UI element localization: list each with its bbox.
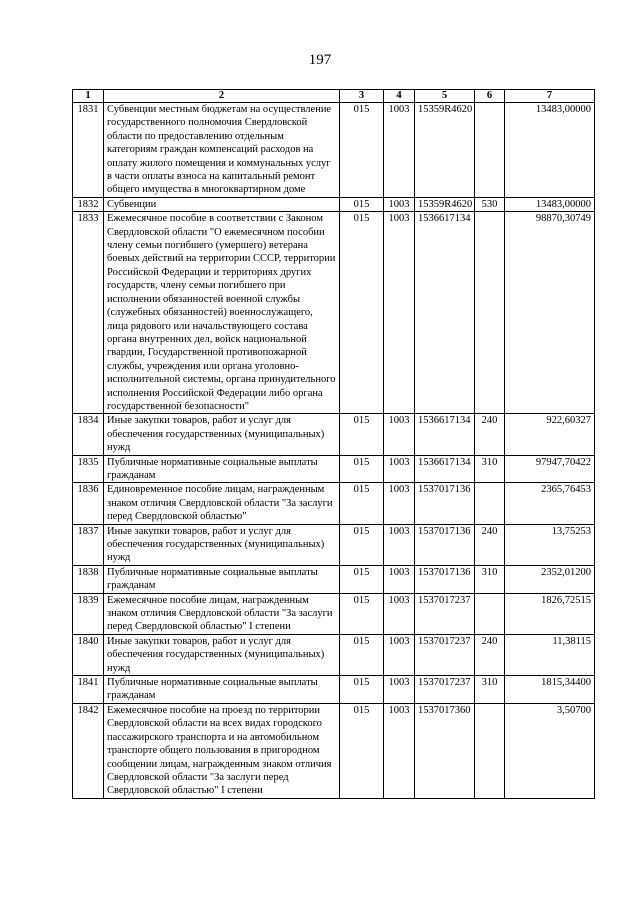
table-row — [73, 565, 595, 593]
row-target-code: 15359R4620 — [415, 197, 475, 211]
row-number: 1839 — [73, 593, 104, 634]
table-body — [73, 103, 595, 799]
row-section-code: 1003 — [384, 634, 415, 675]
row-target-code: 1537017136 — [415, 565, 475, 593]
column-header: 2 — [104, 90, 340, 103]
row-expense-type: 240 — [475, 634, 505, 675]
row-admin-code: 015 — [340, 703, 384, 798]
row-description: Ежемесячное пособие на проезд по территории Свердловской области на всех видах городского пассажирского транспорта и на автомобильном транспорте общего пользования в пригородном сообщении лицам, награжденным знаком отличия Свердловской области "За заслуги перед Свердловской областью" I степени — [104, 703, 340, 798]
row-expense-type — [475, 593, 505, 634]
row-section-code: 1003 — [384, 524, 415, 565]
row-description: Публичные нормативные социальные выплаты гражданам — [104, 676, 340, 704]
table-row — [73, 483, 595, 524]
row-number: 1831 — [73, 103, 104, 198]
row-number: 1834 — [73, 414, 104, 455]
row-admin-code: 015 — [340, 565, 384, 593]
row-description: Субвенции — [104, 197, 340, 211]
row-expense-type — [475, 703, 505, 798]
row-admin-code: 015 — [340, 483, 384, 524]
row-target-code: 1536617134 — [415, 414, 475, 455]
column-header: 1 — [73, 90, 104, 103]
row-admin-code: 015 — [340, 676, 384, 704]
row-target-code: 1537017237 — [415, 634, 475, 675]
row-target-code: 1537017136 — [415, 483, 475, 524]
column-header: 4 — [384, 90, 415, 103]
table-row — [73, 414, 595, 455]
row-target-code: 15359R4620 — [415, 103, 475, 198]
row-section-code: 1003 — [384, 565, 415, 593]
row-number: 1833 — [73, 212, 104, 414]
row-section-code: 1003 — [384, 414, 415, 455]
row-target-code: 1537017237 — [415, 676, 475, 704]
row-admin-code: 015 — [340, 634, 384, 675]
row-admin-code: 015 — [340, 212, 384, 414]
row-number: 1842 — [73, 703, 104, 798]
column-header: 3 — [340, 90, 384, 103]
column-header: 5 — [415, 90, 475, 103]
row-admin-code: 015 — [340, 103, 384, 198]
row-target-code: 1536617134 — [415, 212, 475, 414]
row-expense-type — [475, 483, 505, 524]
row-section-code: 1003 — [384, 676, 415, 704]
row-expense-type: 240 — [475, 414, 505, 455]
row-amount: 13,75253 — [505, 524, 595, 565]
row-expense-type: 310 — [475, 455, 505, 483]
row-section-code: 1003 — [384, 197, 415, 211]
row-admin-code: 015 — [340, 197, 384, 211]
column-header: 7 — [505, 90, 595, 103]
row-admin-code: 015 — [340, 524, 384, 565]
row-section-code: 1003 — [384, 212, 415, 414]
row-section-code: 1003 — [384, 593, 415, 634]
row-number: 1837 — [73, 524, 104, 565]
row-amount: 2365,76453 — [505, 483, 595, 524]
row-number: 1838 — [73, 565, 104, 593]
row-target-code: 1536617134 — [415, 455, 475, 483]
row-number: 1832 — [73, 197, 104, 211]
table-row — [73, 103, 595, 198]
row-description: Ежемесячное пособие лицам, награжденным знаком отличия Свердловской области "За заслуги перед Свердловской областью" I степени — [104, 593, 340, 634]
row-number: 1836 — [73, 483, 104, 524]
row-amount: 922,60327 — [505, 414, 595, 455]
budget-table — [72, 89, 595, 799]
row-amount: 3,50700 — [505, 703, 595, 798]
row-amount: 98870,30749 — [505, 212, 595, 414]
row-description: Публичные нормативные социальные выплаты гражданам — [104, 455, 340, 483]
row-expense-type — [475, 103, 505, 198]
row-number: 1835 — [73, 455, 104, 483]
row-description: Единовременное пособие лицам, награжденным знаком отличия Свердловской области "За заслуги перед Свердловской областью" — [104, 483, 340, 524]
row-description: Иные закупки товаров, работ и услуг для обеспечения государственных (муниципальных) нужд — [104, 634, 340, 675]
row-amount: 11,38115 — [505, 634, 595, 675]
row-description: Иные закупки товаров, работ и услуг для обеспечения государственных (муниципальных) нужд — [104, 414, 340, 455]
row-description: Ежемесячное пособие в соответствии с Законом Свердловской области "О ежемесячном пособии члену семьи погибшего (умершего) ветерана боевых действий на территории СССР, территории Российской Федерации и территориях других государств, члену семьи погибшего при исполнении обязанностей военной службы (служебных обязанностей) военнослужащего, лица рядового или начальствующего состава органа внутренних дел, войск национальной гвардии, Государственной противопожарной службы, учреждения или органа уголовно-исполнительной системы, органа принудительного исполнения Российской Федерации либо органа государственной безопасности" — [104, 212, 340, 414]
column-header: 6 — [475, 90, 505, 103]
row-target-code: 1537017136 — [415, 524, 475, 565]
row-target-code: 1537017360 — [415, 703, 475, 798]
row-section-code: 1003 — [384, 703, 415, 798]
table-row — [73, 455, 595, 483]
table-row — [73, 676, 595, 704]
row-description: Субвенции местным бюджетам на осуществление государственного полномочия Свердловской области по предоставлению отдельным категориям граждан компенсаций расходов на оплату жилого помещения и коммунальных услуг в части оплаты взноса на капитальный ремонт общего имущества в многоквартирном доме — [104, 103, 340, 198]
row-section-code: 1003 — [384, 455, 415, 483]
row-expense-type: 310 — [475, 676, 505, 704]
row-expense-type: 310 — [475, 565, 505, 593]
table-row — [73, 197, 595, 211]
row-amount: 2352,01200 — [505, 565, 595, 593]
row-number: 1841 — [73, 676, 104, 704]
row-expense-type: 530 — [475, 197, 505, 211]
row-amount: 97947,70422 — [505, 455, 595, 483]
table-row — [73, 593, 595, 634]
row-section-code: 1003 — [384, 483, 415, 524]
table-row — [73, 212, 595, 414]
row-expense-type — [475, 212, 505, 414]
table-row — [73, 634, 595, 675]
row-section-code: 1003 — [384, 103, 415, 198]
row-expense-type: 240 — [475, 524, 505, 565]
page-number: 197 — [308, 52, 332, 68]
row-description: Иные закупки товаров, работ и услуг для обеспечения государственных (муниципальных) нужд — [104, 524, 340, 565]
row-description: Публичные нормативные социальные выплаты гражданам — [104, 565, 340, 593]
row-admin-code: 015 — [340, 593, 384, 634]
row-amount: 13483,00000 — [505, 197, 595, 211]
row-target-code: 1537017237 — [415, 593, 475, 634]
row-amount: 1815,34400 — [505, 676, 595, 704]
row-amount: 1826,72515 — [505, 593, 595, 634]
row-admin-code: 015 — [340, 414, 384, 455]
row-admin-code: 015 — [340, 455, 384, 483]
row-number: 1840 — [73, 634, 104, 675]
table-header-row — [73, 90, 595, 103]
table-row — [73, 524, 595, 565]
table-row — [73, 703, 595, 798]
row-amount: 13483,00000 — [505, 103, 595, 198]
